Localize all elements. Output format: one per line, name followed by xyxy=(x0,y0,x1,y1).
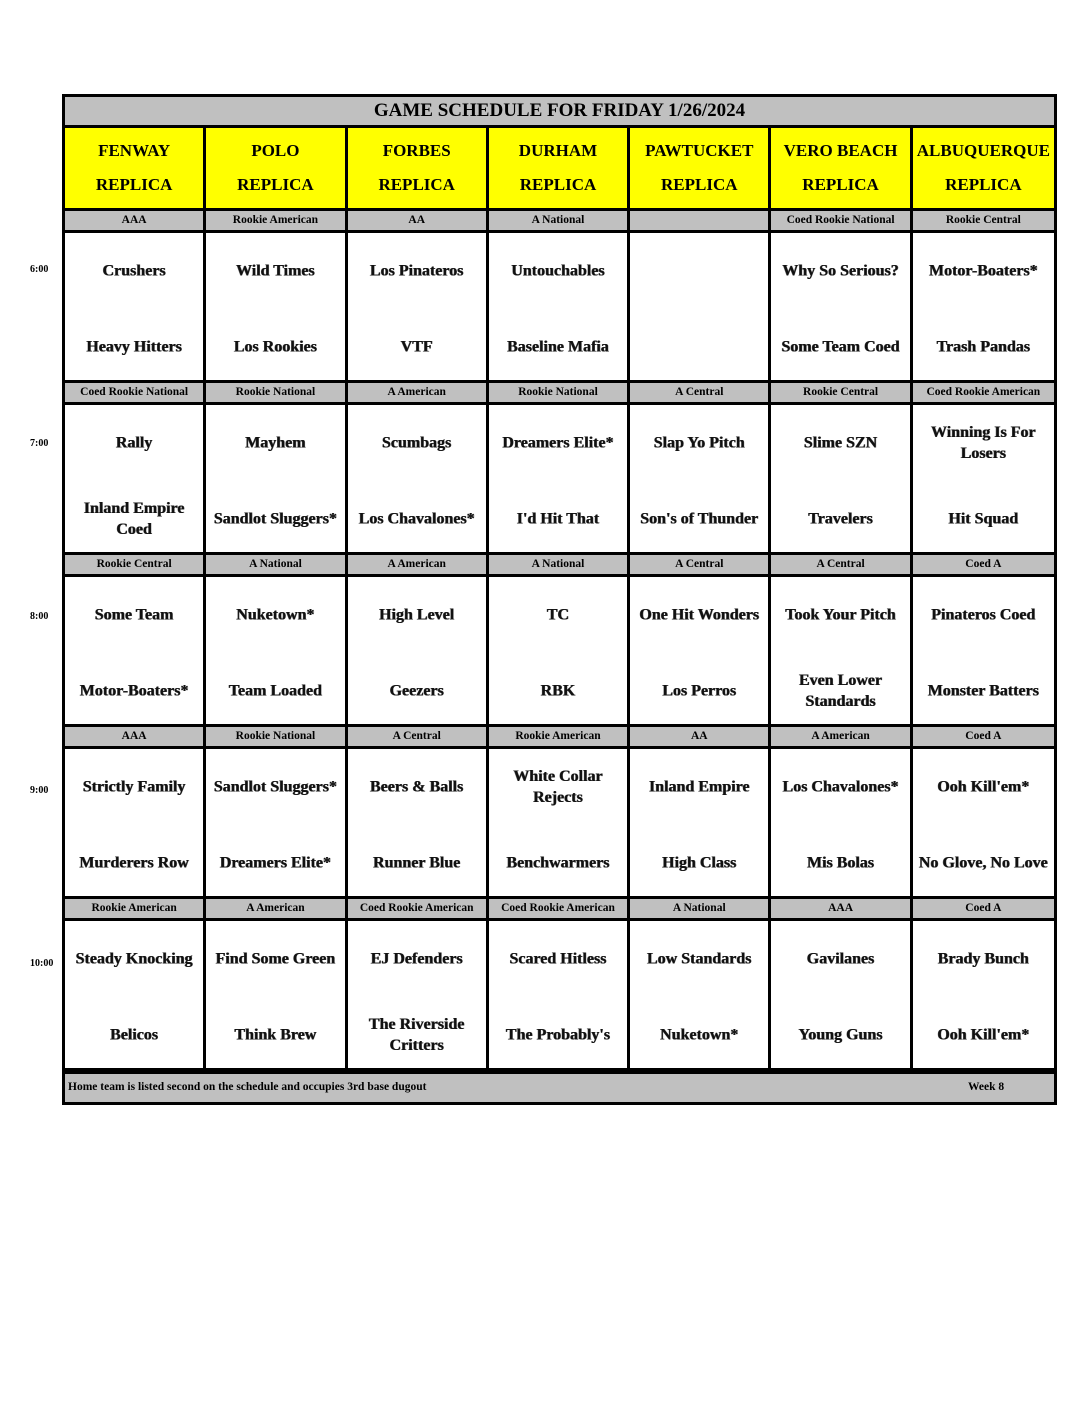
away-team: High Level xyxy=(379,606,455,624)
game-cell xyxy=(348,577,489,727)
field-name: VERO BEACH xyxy=(783,141,898,160)
field-name: FORBES xyxy=(382,141,451,160)
away-team: Inland Empire xyxy=(648,778,750,796)
division-label: Rookie Central xyxy=(913,211,1054,233)
field-name: ALBUQUERQUE xyxy=(916,141,1050,160)
home-team: Heavy Hitters xyxy=(86,338,182,356)
home-team: Think Brew xyxy=(234,1026,317,1044)
away-team: Strictly Family xyxy=(82,778,186,796)
away-team: Gavilanes xyxy=(806,950,875,968)
division-label xyxy=(630,211,771,233)
away-team: White Collar Rejects xyxy=(513,768,603,806)
away-team: Why So Serious? xyxy=(782,262,899,280)
division-label: A American xyxy=(771,727,912,749)
division-label: AA xyxy=(348,211,489,233)
division-label: Rookie Central xyxy=(65,555,206,577)
home-team: Motor-Boaters* xyxy=(79,682,189,700)
game-cell xyxy=(913,921,1054,1071)
home-team: RBK xyxy=(540,682,576,700)
game-cell xyxy=(348,921,489,1071)
home-team: Even Lower Standards xyxy=(799,672,883,710)
field-sub: REPLICA xyxy=(95,175,173,194)
home-team: Los Rookies xyxy=(233,338,317,356)
home-team: Benchwarmers xyxy=(506,854,610,872)
away-team: Some Team xyxy=(94,606,174,624)
game-cell xyxy=(65,405,206,555)
division-label: A National xyxy=(630,899,771,921)
division-label: Rookie American xyxy=(489,727,630,749)
home-team: Nuketown* xyxy=(660,1026,739,1044)
division-label: AA xyxy=(630,727,771,749)
away-team: Crushers xyxy=(102,262,166,280)
away-team: One Hit Wonders xyxy=(639,606,760,624)
game-cell xyxy=(630,233,771,383)
away-team: Low Standards xyxy=(647,950,752,968)
division-label: Rookie National xyxy=(206,383,347,405)
field-name: PAWTUCKET xyxy=(645,141,754,160)
home-team: Los Perros xyxy=(662,682,737,700)
home-team: Baseline Mafia xyxy=(507,338,609,356)
field-sub: REPLICA xyxy=(237,175,314,194)
division-label: A Central xyxy=(630,555,771,577)
home-team: Some Team Coed xyxy=(781,338,900,356)
away-team: Los Chavalones* xyxy=(782,778,899,796)
game-cell xyxy=(913,749,1054,899)
division-label: Coed A xyxy=(913,899,1054,921)
away-team: Los Pinateros xyxy=(369,262,464,280)
schedule-table xyxy=(62,94,1057,1105)
away-team: Dreamers Elite* xyxy=(502,434,614,452)
game-cell xyxy=(630,921,771,1071)
away-team: Slap Yo Pitch xyxy=(653,434,745,452)
division-label: Coed A xyxy=(913,555,1054,577)
home-team: The Probably's xyxy=(505,1026,611,1044)
field-name: FENWAY xyxy=(98,141,171,160)
schedule-footer xyxy=(62,1074,1057,1105)
field-sub: REPLICA xyxy=(519,175,597,194)
division-label: Coed Rookie National xyxy=(65,383,206,405)
game-cell xyxy=(206,577,347,727)
game-cell xyxy=(630,577,771,727)
division-label: A Central xyxy=(630,383,771,405)
division-label: Coed Rookie American xyxy=(489,899,630,921)
away-team: TC xyxy=(546,606,570,624)
division-label: A National xyxy=(489,555,630,577)
division-label: A National xyxy=(206,555,347,577)
home-team: Young Guns xyxy=(798,1026,883,1044)
field-sub: REPLICA xyxy=(661,175,738,194)
away-team: Ooh Kill'em* xyxy=(937,778,1030,796)
game-cell xyxy=(65,233,206,383)
field-header-polo xyxy=(206,128,347,211)
time-label: 8:00 xyxy=(30,611,49,622)
field-header-pawtucket xyxy=(630,128,771,211)
home-team: Monster Batters xyxy=(927,682,1039,700)
away-team: Scumbags xyxy=(382,434,452,452)
game-cell xyxy=(65,749,206,899)
home-team: Team Loaded xyxy=(228,682,323,700)
footer-note: Home team is listed second on the schedule and occupies 3rd base dugout xyxy=(68,1081,427,1093)
game-cell xyxy=(771,749,912,899)
division-label: Rookie Central xyxy=(771,383,912,405)
away-team: Scared Hitless xyxy=(509,950,607,968)
home-team: Los Chavalones* xyxy=(358,510,475,528)
field-header-forbes xyxy=(348,128,489,211)
division-label: Rookie American xyxy=(65,899,206,921)
away-team: EJ Defenders xyxy=(370,950,463,968)
home-team: No Glove, No Love xyxy=(918,854,1048,872)
away-team: Wild Times xyxy=(236,262,315,280)
away-team: Brady Bunch xyxy=(937,950,1029,968)
game-cell xyxy=(771,405,912,555)
game-cell xyxy=(771,233,912,383)
away-team: Beers & Balls xyxy=(370,778,464,796)
home-team: Travelers xyxy=(808,510,873,528)
home-team: Geezers xyxy=(389,682,444,700)
game-cell xyxy=(913,233,1054,383)
game-cell xyxy=(489,405,630,555)
away-team: Steady Knocking xyxy=(75,950,193,968)
game-cell xyxy=(348,233,489,383)
away-team: Untouchables xyxy=(511,262,605,280)
game-cell xyxy=(206,749,347,899)
division-label: AAA xyxy=(65,727,206,749)
home-team: High Class xyxy=(662,854,737,872)
home-team: Belicos xyxy=(110,1026,159,1044)
division-label: A Central xyxy=(771,555,912,577)
week-label: Week 8 xyxy=(968,1081,1005,1093)
division-label: Coed Rookie American xyxy=(913,383,1054,405)
division-label: A American xyxy=(348,555,489,577)
home-team: Hit Squad xyxy=(948,510,1019,528)
division-label: A National xyxy=(489,211,630,233)
division-label: AAA xyxy=(65,211,206,233)
division-label: A Central xyxy=(348,727,489,749)
division-label: Rookie National xyxy=(206,727,347,749)
game-cell xyxy=(489,921,630,1071)
time-label: 10:00 xyxy=(30,958,54,969)
away-team: Motor-Boaters* xyxy=(929,262,1038,280)
home-team: Inland Empire Coed xyxy=(83,500,185,538)
field-name: DURHAM xyxy=(518,141,598,160)
division-label: AAA xyxy=(771,899,912,921)
away-team: Rally xyxy=(115,434,153,452)
field-sub: REPLICA xyxy=(945,175,1022,194)
field-header-durham xyxy=(489,128,630,211)
home-team: Trash Pandas xyxy=(936,338,1031,356)
game-cell xyxy=(630,749,771,899)
schedule-grid xyxy=(62,128,1057,1074)
field-sub: REPLICA xyxy=(378,175,455,194)
field-header-fenway xyxy=(65,128,206,211)
field-header-vero-beach xyxy=(771,128,912,211)
division-label: Rookie American xyxy=(206,211,347,233)
home-team: Murderers Row xyxy=(79,854,189,872)
game-cell xyxy=(489,233,630,383)
game-cell xyxy=(489,577,630,727)
game-cell xyxy=(206,405,347,555)
game-cell xyxy=(206,921,347,1071)
away-team: Slime SZN xyxy=(803,434,878,452)
field-header-albuquerque xyxy=(913,128,1054,211)
game-cell xyxy=(489,749,630,899)
schedule-title: GAME SCHEDULE FOR FRIDAY 1/26/2024 xyxy=(62,94,1057,128)
home-team: Son's of Thunder xyxy=(640,510,759,528)
time-label: 9:00 xyxy=(30,784,49,796)
game-cell xyxy=(771,921,912,1071)
home-team: The Riverside Critters xyxy=(368,1016,465,1054)
home-team: VTF xyxy=(400,338,433,356)
home-team: Mis Bolas xyxy=(807,854,875,872)
game-cell xyxy=(913,405,1054,555)
game-cell xyxy=(348,749,489,899)
game-cell xyxy=(206,233,347,383)
time-label: 7:00 xyxy=(30,437,49,449)
away-team: Sandlot Sluggers* xyxy=(213,778,337,796)
home-team: Sandlot Sluggers* xyxy=(213,510,337,528)
away-team: Took Your Pitch xyxy=(785,606,896,624)
division-label: Coed Rookie National xyxy=(771,211,912,233)
division-label: Coed Rookie American xyxy=(348,899,489,921)
home-team: Dreamers Elite* xyxy=(219,854,332,872)
game-cell xyxy=(65,577,206,727)
away-team: Find Some Green xyxy=(215,950,336,968)
away-team: Mayhem xyxy=(245,434,306,452)
game-cell xyxy=(913,577,1054,727)
game-cell xyxy=(630,405,771,555)
division-label: A American xyxy=(348,383,489,405)
away-team: Nuketown* xyxy=(236,606,315,624)
home-team: Runner Blue xyxy=(373,854,461,872)
game-cell xyxy=(65,921,206,1071)
division-label: Coed A xyxy=(913,727,1054,749)
away-team: Pinateros Coed xyxy=(931,606,1036,624)
division-label: Rookie National xyxy=(489,383,630,405)
game-cell xyxy=(771,577,912,727)
field-name: POLO xyxy=(251,141,300,160)
home-team: Ooh Kill'em* xyxy=(937,1026,1030,1044)
game-cell xyxy=(348,405,489,555)
field-sub: REPLICA xyxy=(802,175,879,194)
away-team: Winning Is For Losers xyxy=(931,424,1036,462)
time-label: 6:00 xyxy=(30,264,49,275)
division-label: A American xyxy=(206,899,347,921)
home-team: I'd Hit That xyxy=(516,510,600,528)
